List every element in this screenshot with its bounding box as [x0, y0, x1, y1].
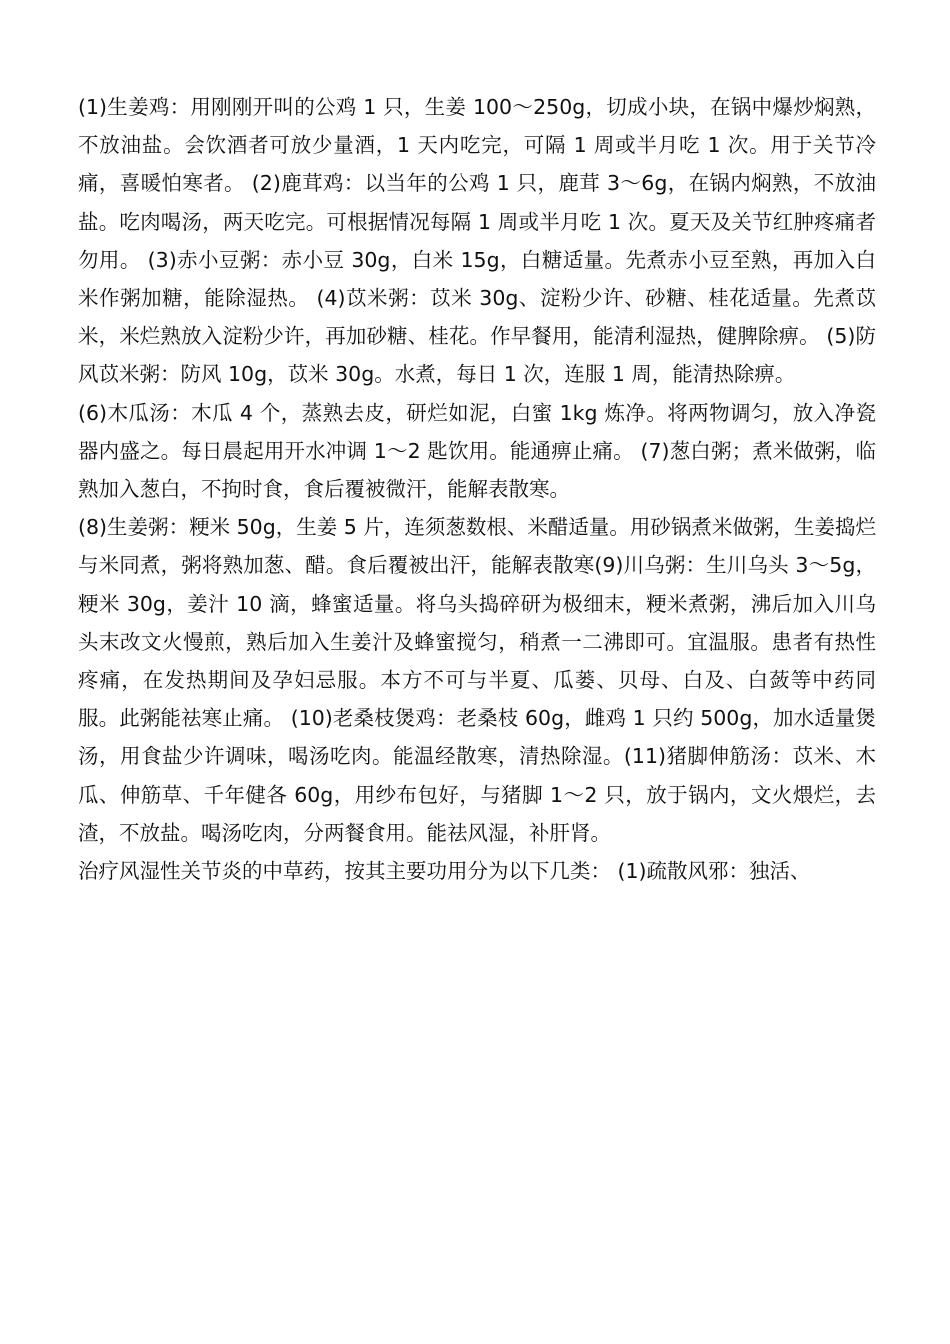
document-page [78, 88, 876, 890]
paragraph-herbal-medicine-intro: 治疗风湿性关节炎的中草药，按其主要功用分为以下几类： (1)疏散风邪：独活、 [78, 859, 811, 884]
paragraph-recipes-8-to-11: (8)生姜粥：粳米 50g，生姜 5 片，连须葱数根、米醋适量。用砂锅煮米做粥，生姜捣烂与米同煮，粥将熟加葱、醋。食后覆被出汗，能解表散寒(9)川乌粥：生川乌头 3～5g，粳米 30g，姜汁 10 滴，蜂蜜适量。将乌头捣碎研为极细末，粳米煮粥，沸后加入川乌头末改文火慢煎，熟后加入生姜汁及蜂蜜搅匀，稍煮一二沸即可。宜温服。患者有热性疼痛，在发热期间及孕妇忌服。本方不可与半夏、瓜蒌、贝母、白及、白蔹等中药同服。此粥能祛寒止痛。 (10)老桑枝煲鸡：老桑枝 60g，雌鸡 1 只约 500g，加水适量煲汤，用食盐少许调味，喝汤吃肉。能温经散寒，清热除湿。(11)猪脚伸筋汤：苡米、木瓜、伸筋草、千年健各 60g，用纱布包好，与猪脚 1～2 只，放于锅内，文火煨烂，去渣，不放盐。喝汤吃肉，分两餐食用。能祛风湿，补肝肾。 [78, 515, 876, 845]
paragraph-recipes-6-to-7: (6)木瓜汤：木瓜 4 个，蒸熟去皮，研烂如泥，白蜜 1kg 炼净。将两物调匀，放入净瓷器内盛之。每日晨起用开水冲调 1～2 匙饮用。能通痹止痛。 (7)葱白粥；煮米做粥，临熟加入葱白，不拘时食，食后覆被微汗，能解表散寒。 [78, 400, 876, 502]
paragraph-recipes-1-to-5: (1)生姜鸡：用刚刚开叫的公鸡 1 只，生姜 100～250g，切成小块，在锅中爆炒焖熟，不放油盐。会饮酒者可放少量酒，1 天内吃完，可隔 1 周或半月吃 1 次。用于关节冷痛，喜暖怕寒者。 (2)鹿茸鸡：以当年的公鸡 1 只，鹿茸 3～6g，在锅内焖熟，不放油盐。吃肉喝汤，两天吃完。可根据情况每隔 1 周或半月吃 1 次。夏天及关节红肿疼痛者勿用。 (3)赤小豆粥：赤小豆 30g，白米 15g，白糖适量。先煮赤小豆至熟，再加入白米作粥加糖，能除湿热。 (4)苡米粥：苡米 30g、淀粉少许、砂糖、桂花适量。先煮苡米，米烂熟放入淀粉少许，再加砂糖、桂花。作早餐用，能清利湿热，健脾除痹。 (5)防风苡米粥：防风 10g，苡米 30g。水煮，每日 1 次，连服 1 周，能清热除痹。 [78, 95, 876, 387]
